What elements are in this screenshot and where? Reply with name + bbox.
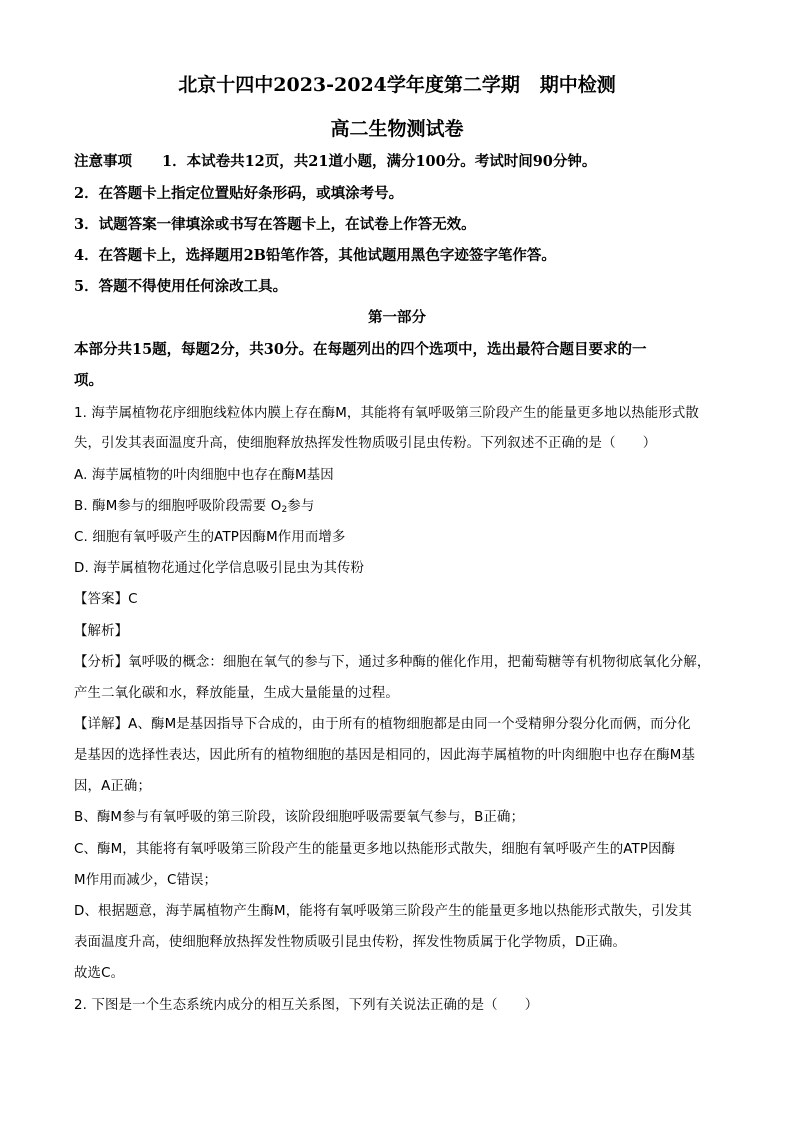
q2-stem-line-1: 2. 下图是一个生态系统内成分的相互关系图，下列有关说法正确的是（ ） (74, 998, 539, 1013)
notice-item-2: 2．在答题卡上指定位置贴好条形码，或填涂考号。 (74, 185, 404, 202)
xiangjie-line-4: B、酶M参与有氧呼吸的第三阶段，该阶段细胞呼吸需要氧气参与，B正确； (74, 810, 525, 825)
section-title: 第一部分 (368, 309, 426, 326)
fenxi-text-1: 氧呼吸的概念：细胞在氧气的参与下，通过多种酶的催化作用，把葡萄糖等有机物彻底氧化分解， (128, 655, 711, 670)
xiangjie-text-1: A、酶M是基因指导下合成的，由于所有的植物细胞都是由同一个受精卵分裂分化而俩，而分化 (128, 717, 691, 732)
section-intro-line-1: 本部分共15题，每题2分，共30分。在每题列出的四个选项中，选出最符合题目要求的一 (74, 341, 647, 358)
q1-stem-line-1: 1. 海芋属植物花序细胞线粒体内膜上存在酶M，其能将有氧呼吸第三阶段产生的能量更多地以热能形式散 (74, 406, 699, 421)
q1-stem-line-2: 失，引发其表面温度升高，使细胞释放热挥发性物质吸引昆虫传粉。下列叙述不正确的是（ ） (74, 436, 657, 451)
fenxi-line-1 (74, 651, 734, 670)
q1-option-d: D. 海芋属植物花通过化学信息吸引昆虫为其传粉 (74, 561, 365, 576)
notice-item-1: 1．本试卷共12页，共21道小题，满分100分。考试时间90分钟。 (162, 153, 597, 170)
q1-option-c: C. 细胞有氧呼吸产生的ATP因酶M作用而增多 (74, 530, 346, 545)
q1-option-a: A. 海芋属植物的叶肉细胞中也存在酶M基因 (74, 468, 334, 483)
xiangjie-tag: 【详解】 (74, 717, 129, 732)
analysis-tag: 【解析】 (74, 624, 129, 639)
notice-line-1 (74, 150, 734, 171)
notice-item-3: 3．试题答案一律填涂或书写在答题卡上，在试卷上作答无效。 (74, 216, 476, 233)
xiangjie-line-2: 是基因的选择性表达，因此所有的植物细胞的基因是相同的，因此海芋属植物的叶肉细胞中也存在酶M基 (74, 748, 696, 763)
exam-title: 北京十四中2023-2024学年度第二学期 期中检测 (178, 74, 616, 96)
notice-label: 注意事项 (74, 153, 132, 170)
xiangjie-line-6: M作用而减少，C错误； (74, 873, 218, 888)
fenxi-tag: 【分析】 (74, 655, 129, 670)
xiangjie-line-5: C、酶M，其能将有氧呼吸第三阶段产生的能量更多地以热能形式散失，细胞有氧呼吸产生的ATP因酶 (74, 842, 676, 857)
q1-option-b-pre: B. 酶M参与的细胞呼吸阶段需要 O (74, 499, 282, 514)
notice-item-4: 4．在答题卡上，选择题用2B铅笔作答，其他试题用黑色字迹签字笔作答。 (74, 247, 556, 264)
answer-value: C (128, 592, 138, 607)
notice-item-5: 5．答题不得使用任何涂改工具。 (74, 278, 288, 295)
answer-tag: 【答案】 (74, 592, 129, 607)
conclusion: 故选C。 (74, 966, 125, 981)
xiangjie-line-1 (74, 713, 734, 732)
section-intro-line-2: 项。 (74, 372, 103, 389)
exam-subtitle: 高二生物测试卷 (330, 118, 464, 140)
q1-option-b-sub: 2 (281, 505, 288, 515)
xiangjie-line-3: 因，A正确； (74, 779, 152, 794)
q1-option-b-post: 参与 (287, 499, 315, 514)
xiangjie-line-7: D、根据题意，海芋属植物产生酶M，能将有氧呼吸第三阶段产生的能量更多地以热能形式散失，引发其 (74, 904, 692, 919)
q1-answer (74, 588, 734, 607)
fenxi-line-2: 产生二氧化碳和水，释放能量，生成大量能量的过程。 (74, 686, 399, 701)
q1-option-b (74, 495, 734, 515)
xiangjie-line-8: 表面温度升高，使细胞释放热挥发性物质吸引昆虫传粉，挥发性物质属于化学物质，D正确。 (74, 935, 627, 950)
